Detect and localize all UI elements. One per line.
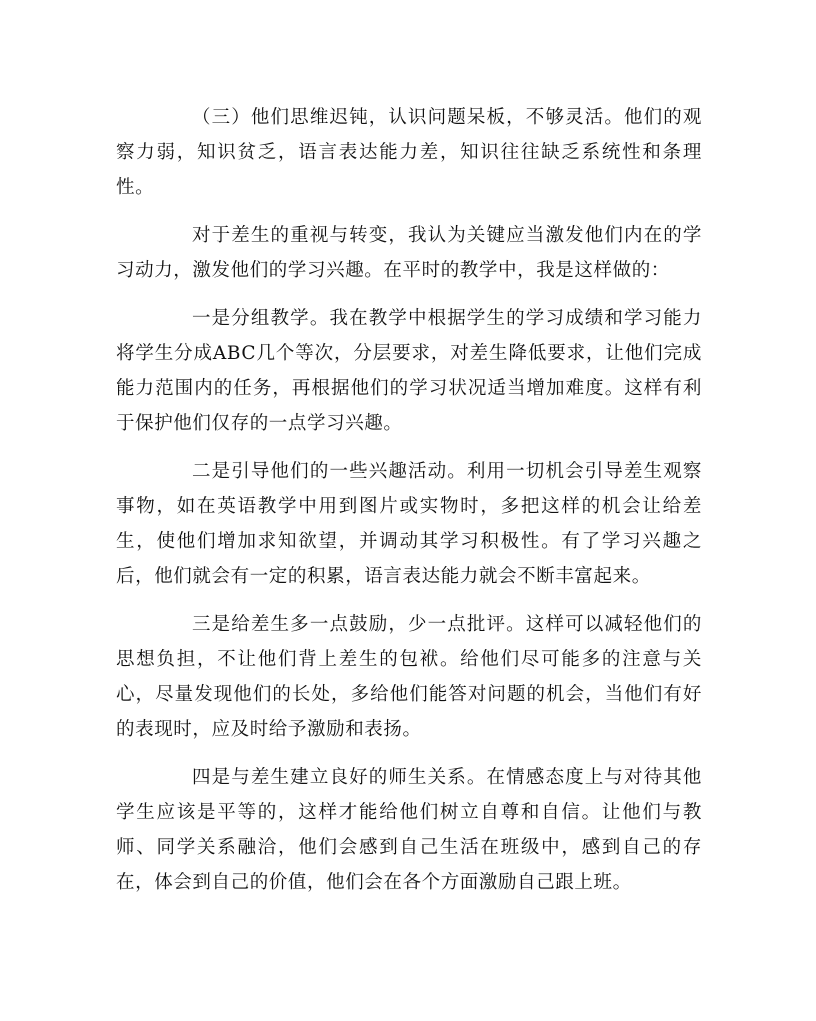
paragraph-4: 二是引导他们的一些兴趣活动。利用一切机会引导差生观察事物，如在英语教学中用到图片或实物时，多把这样的机会让给差生，使他们增加求知欲望，并调动其学习积极性。有了学习兴趣之后，他们就会有一定的积累，语言表达能力就会不断丰富起来。	[116, 461, 702, 587]
document-body	[116, 100, 702, 913]
paragraph-2: 对于差生的重视与转变，我认为关键应当激发他们内在的学习动力，激发他们的学习兴趣。在平时的教学中，我是这样做的：	[116, 225, 702, 281]
paragraph-1: （三）他们思维迟钝，认识问题呆板，不够灵活。他们的观察力弱，知识贫乏，语言表达能力差，知识往往缺乏系统性和条理性。	[116, 107, 702, 198]
paragraph-3: 一是分组教学。我在教学中根据学生的学习成绩和学习能力将学生分成ABC几个等次，分层要求，对差生降低要求，让他们完成能力范围内的任务，再根据他们的学习状况适当增加难度。这样有利于保护他们仅存的一点学习兴趣。	[116, 308, 702, 434]
paragraph-5: 三是给差生多一点鼓励，少一点批评。这样可以减轻他们的思想负担，不让他们背上差生的包袱。给他们尽可能多的注意与关心，尽量发现他们的长处，多给他们能答对问题的机会，当他们有好的表现时，应及时给予激励和表扬。	[116, 614, 702, 740]
paragraph-6: 四是与差生建立良好的师生关系。在情感态度上与对待其他学生应该是平等的，这样才能给他们树立自尊和自信。让他们与教师、同学关系融洽，他们会感到自己生活在班级中，感到自己的存在，体会到自己的价值，他们会在各个方面激励自己跟上班。	[116, 767, 702, 893]
